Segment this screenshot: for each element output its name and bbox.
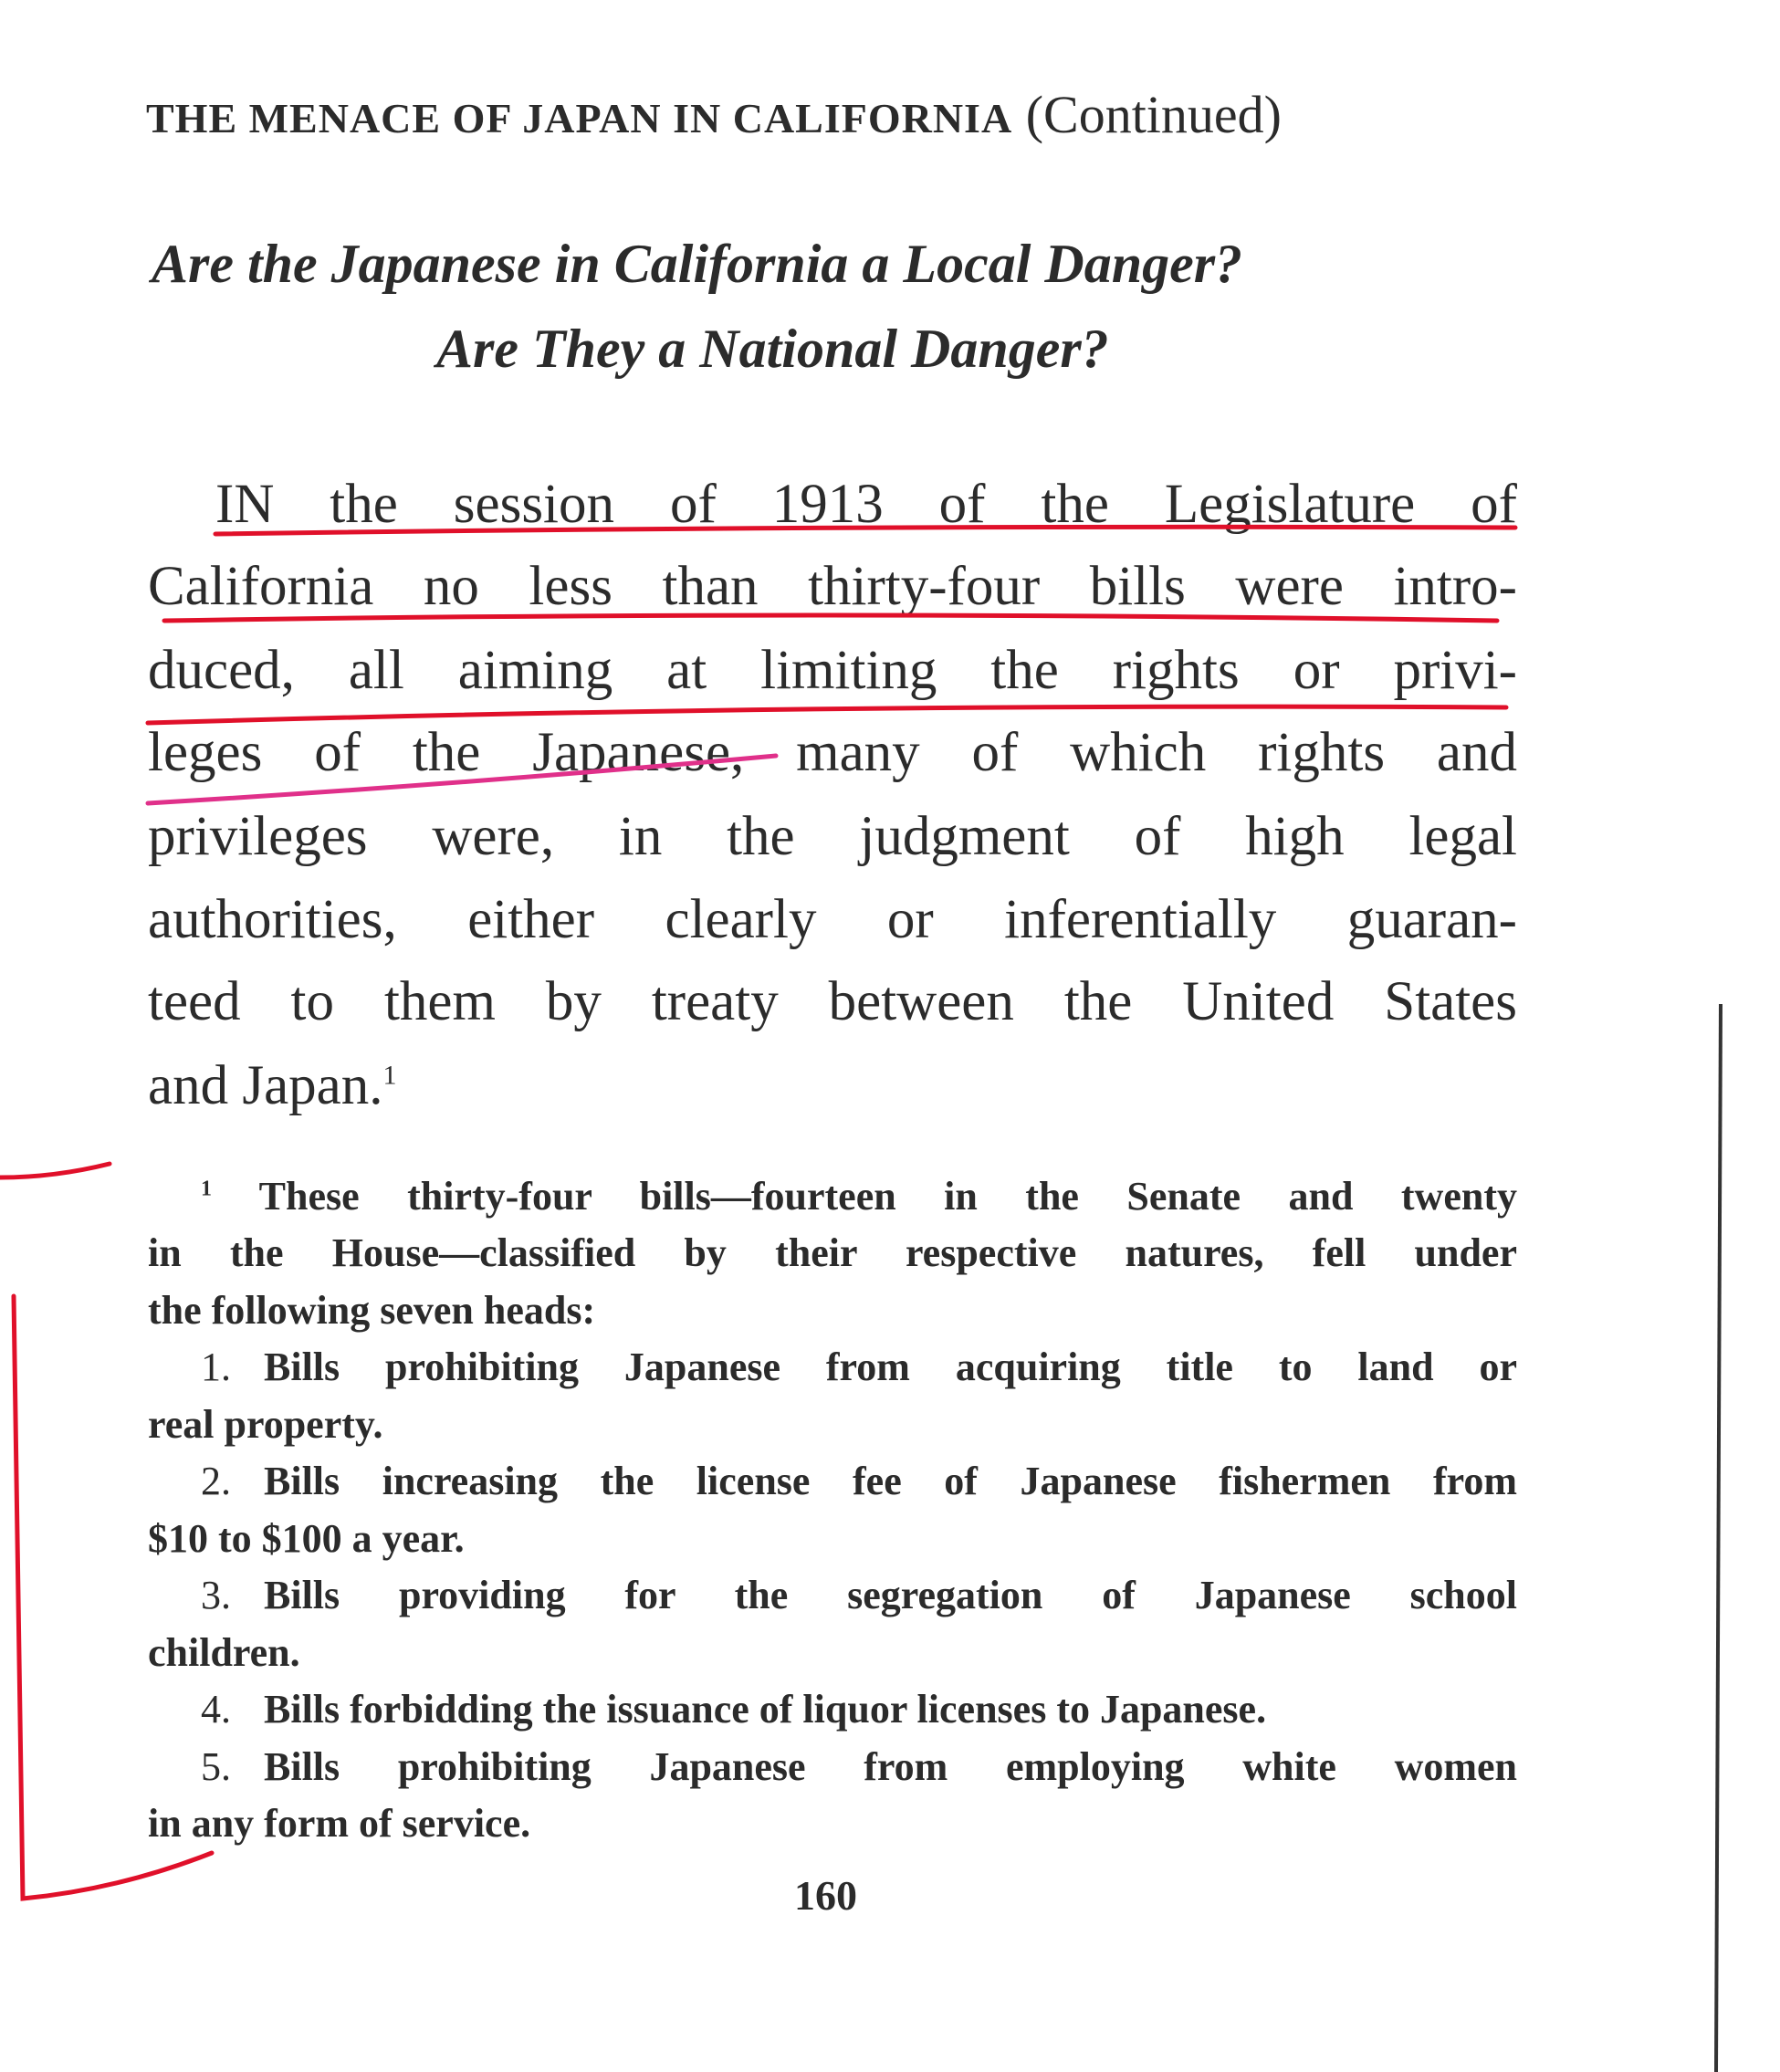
footnote-line: in the House—classified by their respective natures, fell under [148, 1230, 1517, 1275]
footnote-item-text: Bills prohibiting Japanese from acquiring title to land or [264, 1345, 1517, 1389]
footnote-item-number: 3. [201, 1573, 231, 1617]
paragraph-line: leges of the Japanese, many of which rights and [148, 722, 1517, 783]
footnote-line: the following seven heads: [148, 1288, 596, 1333]
footnote-item-text: Bills prohibiting Japanese from employing white women [264, 1744, 1517, 1789]
footnote-item-number: 2. [201, 1459, 231, 1503]
header-continued: (Continued) [1025, 85, 1282, 144]
footnote-item [201, 1572, 1517, 1618]
section-subtitle-line-2: Are They a National Danger? [436, 319, 1109, 379]
footnote-item-number: 4. [201, 1687, 231, 1732]
footnote-item-number: 5. [201, 1744, 231, 1789]
paragraph-line: authorities, either clearly or inferentially guaran- [148, 889, 1517, 950]
footnote-intro-text: These thirty-four bills—fourteen in the Senate and twenty [258, 1174, 1517, 1219]
footnote-reference: 1 [382, 1060, 397, 1091]
paragraph-line-last [148, 1054, 1517, 1118]
footnote-item [201, 1686, 1517, 1732]
running-header [146, 84, 1515, 145]
footnote-item-continuation: $10 to $100 a year. [148, 1516, 465, 1561]
paragraph-line: IN the session of 1913 of the Legislature of [215, 474, 1517, 535]
section-subtitle-line-1: Are the Japanese in California a Local Danger? [152, 234, 1243, 294]
footnote-item-text: Bills providing for the segregation of Japanese school [264, 1573, 1517, 1617]
paragraph-line: California no less than thirty-four bills were intro- [148, 556, 1517, 617]
paragraph-line: teed to them by treaty between the United States [148, 971, 1517, 1032]
paragraph-line: privileges were, in the judgment of high legal [148, 806, 1517, 867]
footnote-item-continuation: in any form of service. [148, 1801, 531, 1846]
paragraph-line-text: and Japan. [148, 1055, 383, 1116]
footnote-item [201, 1344, 1517, 1390]
scan-edge-line [1716, 1004, 1721, 2072]
paragraph-line: duced, all aiming at limiting the rights or privi- [148, 640, 1517, 701]
page-number: 160 [794, 1872, 857, 1919]
footnote-item-continuation: children. [148, 1630, 300, 1675]
header-title: THE MENACE OF JAPAN IN CALIFORNIA [146, 95, 1013, 141]
footnote-item-continuation: real property. [148, 1402, 383, 1447]
footnote-item-text: Bills increasing the license fee of Japanese fishermen from [264, 1459, 1517, 1503]
footnote-marker: 1 [201, 1177, 212, 1201]
footnote-item [201, 1458, 1517, 1504]
footnote-item-number: 1. [201, 1345, 231, 1389]
footnote-item-text: Bills forbidding the issuance of liquor licenses to Japanese. [264, 1687, 1267, 1732]
footnote-item [201, 1743, 1517, 1790]
footnote-line [201, 1173, 1517, 1219]
